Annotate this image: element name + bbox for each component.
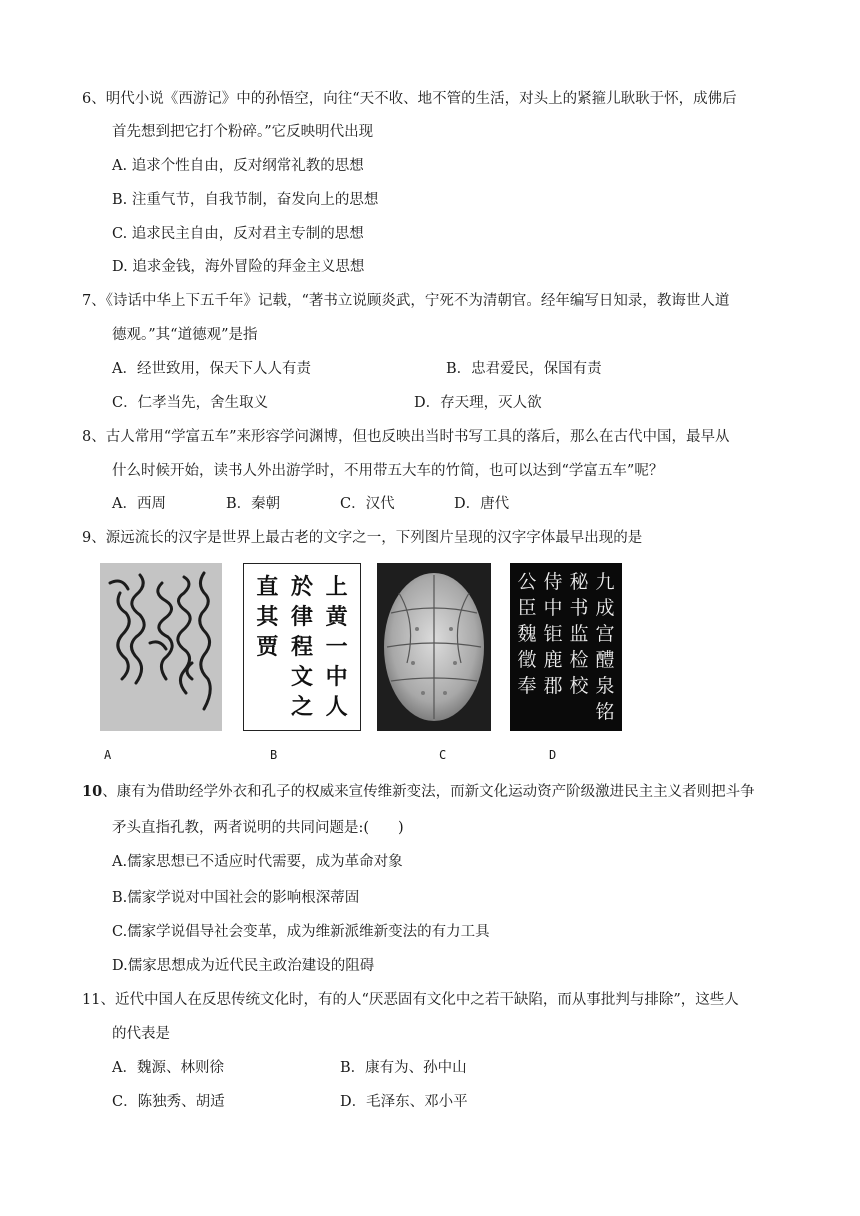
- q10-stem-line1: [82, 782, 755, 802]
- image-b-char: 人: [325, 694, 348, 720]
- image-b-char: 文: [291, 664, 314, 690]
- image-d-char: 铭: [595, 701, 615, 723]
- q11-option-c: C．陈独秀、胡适: [112, 1094, 225, 1110]
- q7-stem-line1: 7、《诗话中华上下五千年》记载，“著书立说顾炎武，宁死不为清朝官。经年编写日知录，教诲世人道: [82, 293, 730, 309]
- image-d-char: 钜: [543, 623, 563, 645]
- image-d-char: 校: [569, 675, 589, 697]
- q10-option-c: C.儒家学说倡导社会变革，成为维新派维新变法的有力工具: [112, 924, 490, 940]
- q6-stem-line1: 6、明代小说《西游记》中的孙悟空，向往“天不收、地不管的生活，对头上的紧箍儿耿耿于怀，成佛后: [82, 91, 737, 107]
- image-b-char: 黄: [325, 604, 348, 630]
- q6-option-c: C. 追求民主自由，反对君主专制的思想: [112, 226, 364, 242]
- q6-stem-line2: 首先想到把它打个粉碎。”它反映明代出现: [112, 124, 374, 140]
- q8-stem-line2: 什么时候开始，读书人外出游学时，不用带五大车的竹简，也可以达到“学富五车”呢？: [112, 463, 664, 479]
- image-d-char: 臣: [517, 597, 537, 619]
- image-d-char: 监: [569, 623, 589, 645]
- image-d-char: 醴: [595, 649, 615, 671]
- image-d-char: 成: [595, 597, 615, 619]
- image-d-char: 鹿: [543, 649, 563, 671]
- image-d-char: 郡: [543, 675, 563, 697]
- image-a-caption: A: [104, 748, 112, 762]
- q7-option-a: A．经世致用，保天下人人有责: [112, 361, 311, 377]
- image-d-char: 奉: [517, 675, 537, 697]
- q10-option-a: A.儒家思想已不适应时代需要，成为革命对象: [112, 854, 403, 870]
- image-b-char: 其: [256, 604, 279, 630]
- q10-option-d: D.儒家思想成为近代民主政治建设的阻碍: [112, 958, 375, 974]
- q7-option-c: C．仁孝当先，舍生取义: [112, 395, 269, 411]
- q6-option-b: B. 注重气节，自我节制，奋发向上的思想: [112, 192, 379, 208]
- image-d-char: 侍: [543, 571, 563, 593]
- image-b-char: 贾: [256, 634, 279, 660]
- image-b-char: 直: [256, 574, 279, 600]
- q11-stem-line2: 的代表是: [112, 1026, 170, 1042]
- image-d-char: 书: [569, 597, 589, 619]
- image-d-char: 公: [517, 571, 537, 593]
- image-d-char: 检: [569, 649, 589, 671]
- q10-stem-text: 、康有为借助经学外衣和孔子的权威来宣传维新变法，而新文化运动资产阶级激进民主主义者则把斗争: [102, 784, 755, 800]
- q8-stem-line1: 8、古人常用“学富五车”来形容学问渊博，但也反映出当时书写工具的落后，那么在古代中国，最早从: [82, 429, 730, 445]
- q8-option-b: B．秦朝: [226, 496, 281, 512]
- q10-number: 10: [82, 783, 103, 800]
- q8-option-a: A．西周: [112, 496, 166, 512]
- image-b-char: 之: [291, 694, 314, 720]
- q10-stem-line2: 矛头直指孔教，两者说明的共同问题是:( ): [112, 820, 404, 836]
- image-c-caption: C: [439, 748, 447, 762]
- q11-option-a: A．魏源、林则徐: [112, 1060, 224, 1076]
- q6-option-a: A. 追求个性自由，反对纲常礼教的思想: [112, 158, 364, 174]
- q11-stem-line1: 11、近代中国人在反思传统文化时，有的人“厌恶固有文化中之若干缺陷，而从事批判与排除”，这些人: [82, 992, 739, 1008]
- image-b-char: 一: [325, 634, 348, 660]
- q10-option-b: B.儒家学说对中国社会的影响根深蒂固: [112, 890, 360, 906]
- image-d-char: 秘: [569, 571, 589, 593]
- image-d-char: 九: [595, 571, 615, 593]
- q7-option-d: D．存天理，灭人欲: [414, 395, 542, 411]
- image-b-char: 上: [325, 574, 348, 600]
- image-b-caption: B: [270, 748, 278, 762]
- image-d-char: 徵: [517, 649, 537, 671]
- image-b-char: 中: [325, 664, 348, 690]
- image-d-caption: D: [549, 748, 557, 762]
- q6-option-d: D. 追求金钱，海外冒险的拜金主义思想: [112, 259, 365, 275]
- q7-stem-line2: 德观。”其“道德观”是指: [112, 327, 258, 343]
- image-b-clerical-script: [243, 563, 361, 731]
- image-a-cursive-script: [100, 563, 222, 731]
- q9-stem: 9、源远流长的汉字是世界上最古老的文字之一，下列图片呈现的汉字字体最早出现的是: [82, 530, 643, 546]
- q8-option-d: D．唐代: [454, 496, 510, 512]
- q8-option-c: C．汉代: [340, 496, 395, 512]
- q7-option-b: B．忠君爱民，保国有责: [446, 361, 602, 377]
- q11-option-d: D．毛泽东、邓小平: [340, 1094, 468, 1110]
- image-b-char: 於: [291, 574, 314, 600]
- image-d-char: 泉: [595, 675, 615, 697]
- image-d-regular-script-rubbing: [510, 563, 622, 731]
- image-b-char: 律: [291, 604, 314, 630]
- image-d-char: 中: [543, 597, 563, 619]
- image-b-char: 程: [291, 634, 314, 660]
- image-d-char: 魏: [517, 623, 537, 645]
- image-d-char: 宫: [595, 623, 615, 645]
- image-c-oracle-bone-shell: [377, 563, 491, 731]
- q11-option-b: B．康有为、孙中山: [340, 1060, 467, 1076]
